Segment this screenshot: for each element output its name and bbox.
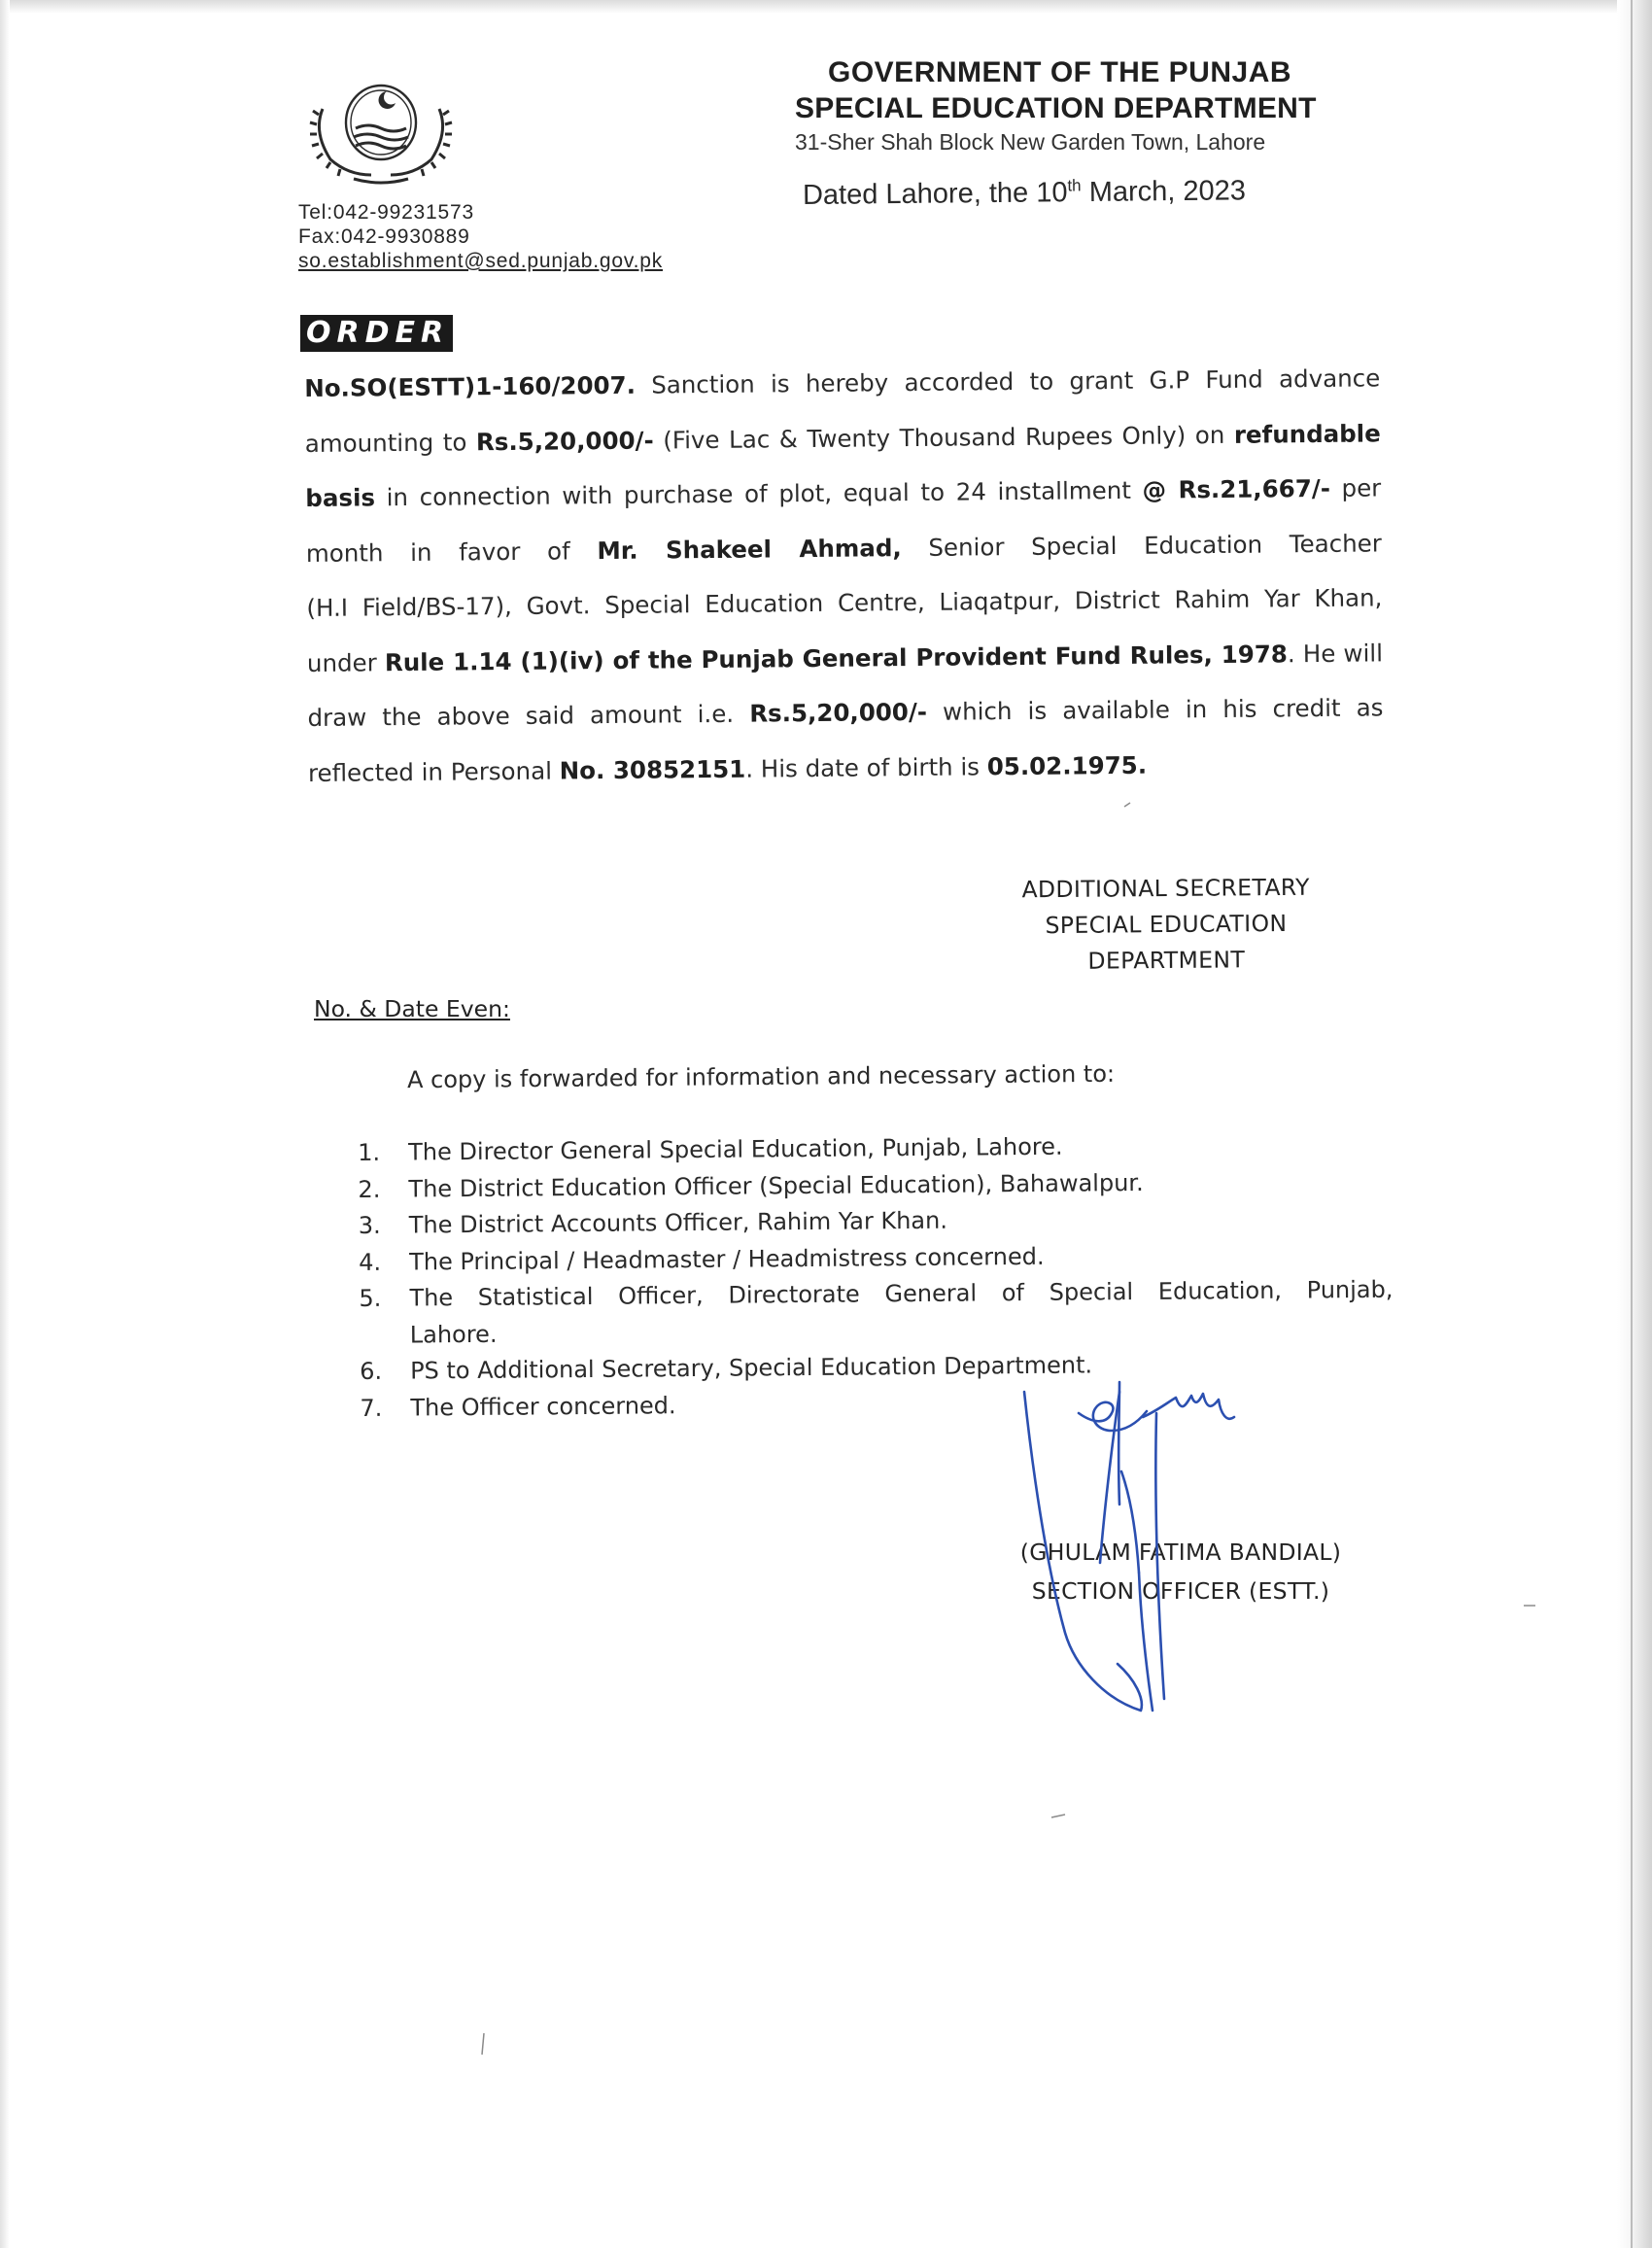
body-text-segment: (Five Lac & Twenty Thousand Rupees Only) on bbox=[653, 420, 1235, 455]
signatory-line-3: DEPARTMENT bbox=[1087, 946, 1246, 975]
body-text-segment: which is available in his credit as bbox=[926, 693, 1384, 726]
list-item-number: 6. bbox=[359, 1357, 383, 1385]
body-text-segment: reflected in Personal bbox=[307, 755, 560, 787]
signatory-line-2: SPECIAL EDUCATION bbox=[1045, 909, 1288, 940]
dated-suffix: March, 2023 bbox=[1081, 175, 1247, 209]
list-item-number: 7. bbox=[360, 1394, 383, 1422]
body-text-segment: (H.I Field/BS-17), Govt. Special Education Centre, Liaqatpur, District Rahim Yar Khan, bbox=[306, 583, 1383, 622]
list-item-text: PS to Additional Secretary, Special Education Department. bbox=[409, 1351, 1093, 1385]
header-address: 31-Sher Shah Block New Garden Town, Lahore bbox=[795, 129, 1266, 155]
list-item-number: 5. bbox=[359, 1284, 382, 1312]
list-item-number: 4. bbox=[359, 1248, 382, 1276]
list-item-number: 2. bbox=[358, 1175, 381, 1203]
dated-prefix: Dated Lahore, the 10 bbox=[802, 177, 1068, 212]
basis-label: basis bbox=[305, 483, 376, 512]
officer-title: SECTION OFFICER (ESTT.) bbox=[1031, 1577, 1330, 1605]
no-date-even: No. & Date Even: bbox=[314, 995, 510, 1022]
employee-name: Mr. Shakeel Ahmad, bbox=[597, 533, 902, 565]
body-text-segment: draw the above said amount i.e. bbox=[307, 699, 750, 732]
personal-number: No. 30852151 bbox=[559, 754, 746, 784]
installment-amount: @ Rs.21,667/- bbox=[1142, 473, 1331, 504]
body-text-segment: Senior Special Education Teacher bbox=[901, 528, 1382, 562]
body-text-segment: . He will bbox=[1287, 638, 1384, 668]
header-department-title: SPECIAL EDUCATION DEPARTMENT bbox=[795, 92, 1317, 124]
body-text-segment: per bbox=[1329, 473, 1382, 502]
body-text-segment: amounting to bbox=[304, 427, 477, 458]
date-of-birth: 05.02.1975. bbox=[986, 750, 1148, 780]
copy-intro: A copy is forwarded for information and necessary action to: bbox=[406, 1059, 1116, 1094]
list-item-text: The District Accounts Officer, Rahim Yar Khan. bbox=[408, 1206, 948, 1239]
list-item-number: 3. bbox=[358, 1211, 381, 1239]
refundable-label: refundable bbox=[1233, 418, 1381, 449]
contact-fax: Fax:042-9930889 bbox=[298, 225, 470, 248]
dated-ordinal: th bbox=[1067, 176, 1082, 195]
list-item-text: The Director General Special Education, Punjab, Lahore. bbox=[408, 1132, 1063, 1166]
body-text-segment: . His date of birth is bbox=[745, 751, 987, 783]
header-government-title: GOVERNMENT OF THE PUNJAB bbox=[828, 56, 1292, 88]
body-text-segment: in connection with purchase of plot, equal to 24 installment bbox=[374, 475, 1143, 512]
body-text-segment: month in favor of bbox=[305, 536, 598, 568]
rule-reference: Rule 1.14 (1)(iv) of the Punjab General Provident Fund Rules, 1978 bbox=[384, 639, 1289, 676]
body-text-segment: under bbox=[306, 647, 386, 677]
list-item-text: The Statistical Officer, Directorate General of Special Education, Punjab, bbox=[409, 1275, 1394, 1312]
list-item-text-continued: Lahore. bbox=[409, 1320, 498, 1349]
order-heading: ORDER bbox=[300, 315, 453, 352]
body-text-segment: Sanction is hereby accorded to grant G.P Fund advance bbox=[635, 363, 1381, 399]
advance-amount: Rs.5,20,000/- bbox=[475, 426, 654, 456]
contact-tel: Tel:042-99231573 bbox=[298, 201, 474, 224]
signatory-line-1: ADDITIONAL SECRETARY bbox=[1021, 873, 1310, 904]
advance-amount-repeat: Rs.5,20,000/- bbox=[749, 697, 928, 728]
contact-email: so.establishment@sed.punjab.gov.pk bbox=[298, 250, 664, 272]
reference-number: No.SO(ESTT)1-160/2007. bbox=[304, 370, 637, 402]
list-item-text: The District Education Officer (Special Education), Bahawalpur. bbox=[408, 1168, 1144, 1203]
list-item-text: The Principal / Headmaster / Headmistress concerned. bbox=[409, 1242, 1045, 1276]
list-item-number: 1. bbox=[358, 1138, 381, 1166]
officer-name: (GHULAM FATIMA BANDIAL) bbox=[1019, 1539, 1342, 1566]
list-item-text: The Officer concerned. bbox=[410, 1391, 676, 1422]
